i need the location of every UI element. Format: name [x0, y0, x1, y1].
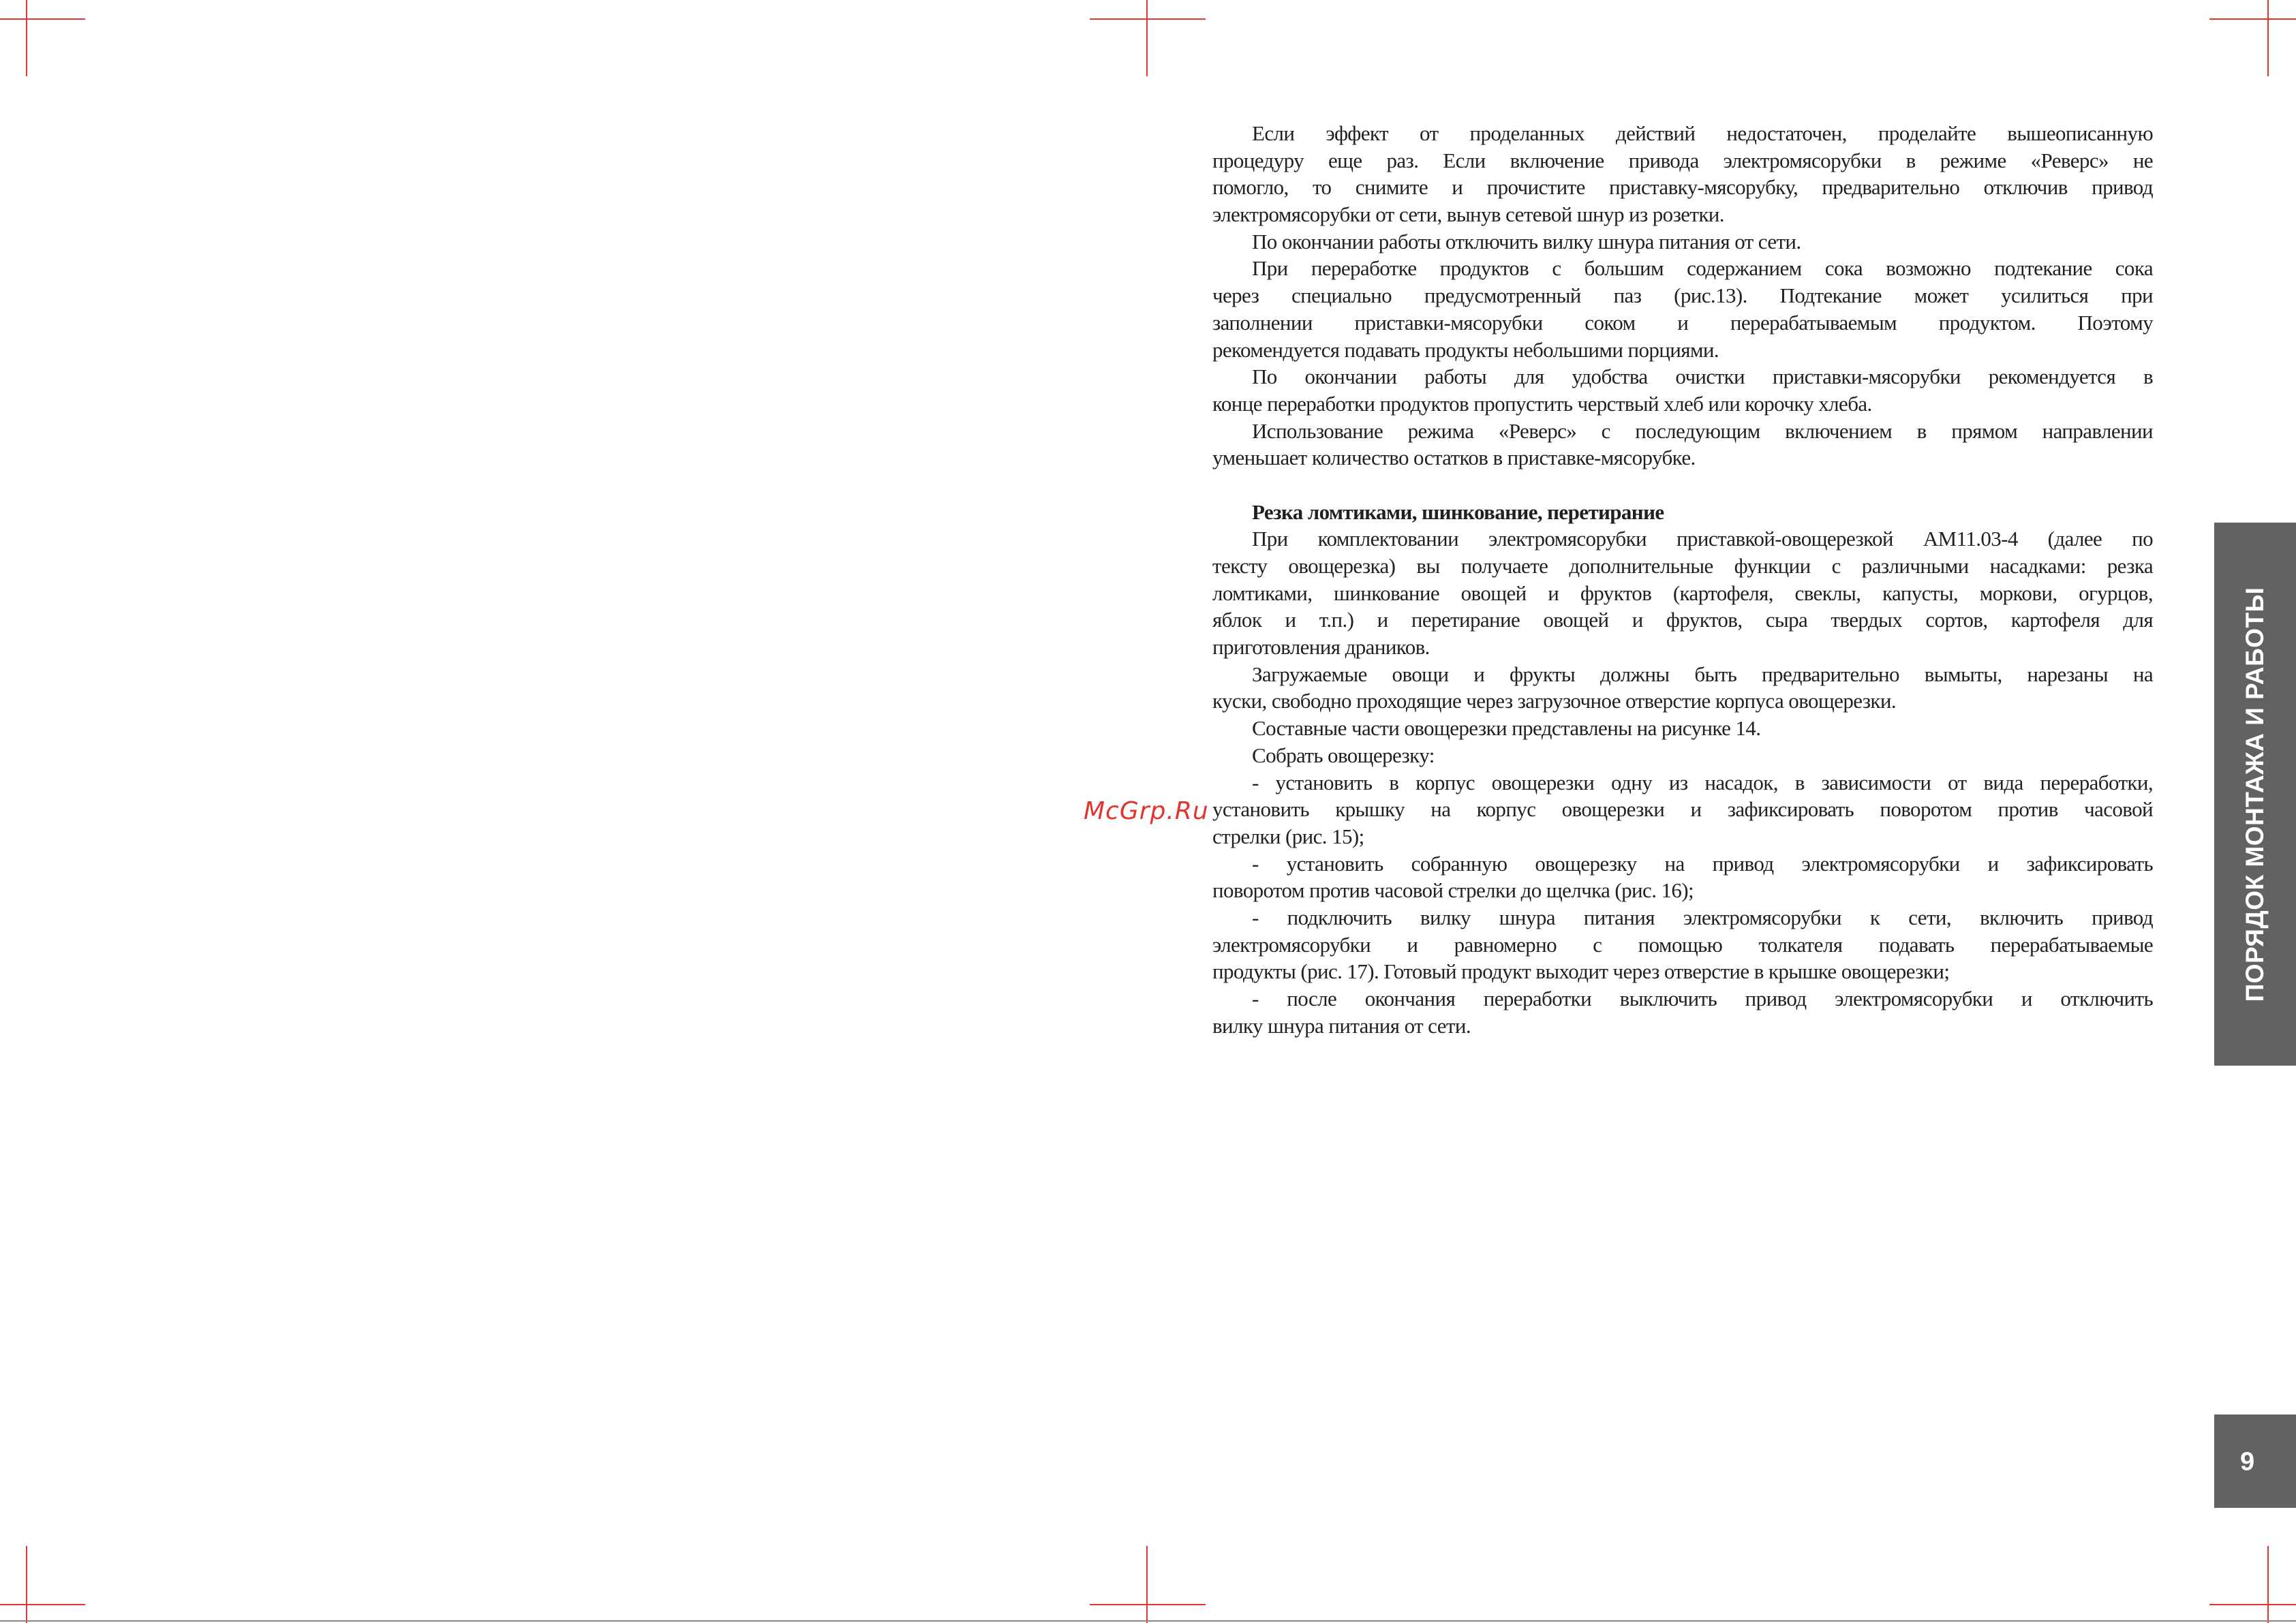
text-line: Загружаемые овощи и фрукты должны быть предварительно вымыты, нарезаны на — [1252, 662, 2153, 686]
text-line: уменьшает количество остатков в приставке-мясорубке. — [1212, 446, 1696, 470]
text-line: установить крышку на корпус овощерезки и зафиксировать поворотом против часовой — [1212, 797, 2153, 822]
page-number: 9 — [2240, 1447, 2255, 1477]
paragraph — [1212, 120, 2153, 228]
watermark: McGrp.Ru — [1084, 797, 1209, 825]
blank-line — [1212, 472, 2153, 499]
paragraph — [1212, 418, 2153, 472]
text-line: - после окончания переработки выключить привод электромясорубки и отключить — [1252, 987, 2153, 1010]
text-line: продукты (рис. 17). Готовый продукт выходит через отверстие в крышке овощерезки; — [1212, 959, 1950, 984]
crop-mark — [0, 1604, 85, 1605]
text-line: По окончании работы для удобства очистки приставки-мясорубки рекомендуется в — [1252, 365, 2153, 389]
crop-mark — [1090, 1604, 1206, 1605]
crop-mark — [26, 0, 27, 76]
paragraph — [1212, 904, 2153, 985]
text-line: Если эффект от проделанных действий недостаточен, проделайте вышеописанную — [1252, 121, 2153, 145]
paragraph — [1212, 742, 2153, 769]
page-number-box — [2214, 1415, 2296, 1508]
section-heading — [1212, 499, 2153, 526]
text-line: электромясорубки от сети, вынув сетевой шнур из розетки. — [1212, 202, 1724, 227]
text-line: При комплектовании электромясорубки приставкой-овощерезкой АМ11.03-4 (далее по — [1252, 527, 2153, 551]
text-line: приготовления драников. — [1212, 635, 1430, 660]
text-line: конце переработки продуктов пропустить черствый хлеб или корочку хлеба. — [1212, 391, 1872, 416]
text-line: рекомендуется подавать продукты небольшими порциями. — [1212, 337, 1719, 362]
crop-mark — [2209, 18, 2296, 20]
paragraph — [1212, 850, 2153, 904]
text-line: яблок и т.п.) и перетирание овощей и фруктов, сыра твердых сортов, картофеля для — [1212, 608, 2153, 632]
text-line: - установить собранную овощерезку на привод электромясорубки и зафиксировать — [1252, 851, 2153, 876]
crop-mark — [26, 1546, 27, 1623]
text-line: - подключить вилку шнура питания электромясорубки к сети, включить привод — [1252, 905, 2153, 929]
paragraph — [1212, 363, 2153, 417]
paragraph — [1212, 228, 2153, 256]
crop-mark — [2209, 1604, 2296, 1605]
text-line: вилку шнура питания от сети. — [1212, 1013, 1471, 1038]
crop-mark — [1090, 18, 1206, 20]
page-edge-line — [0, 1620, 2296, 1622]
text-line: стрелки (рис. 15); — [1212, 824, 1364, 848]
crop-mark — [2267, 0, 2269, 76]
text-line: заполнении приставки-мясорубки соком и перерабатываемым продуктом. Поэтому — [1212, 310, 2153, 335]
crop-mark — [1146, 0, 1148, 76]
text-line: При переработке продуктов с большим содержанием сока возможно подтекание сока — [1252, 256, 2153, 281]
crop-mark — [1146, 1546, 1148, 1623]
text-line: через специально предусмотренный паз (рис.13). Подтекание может усилиться при — [1212, 283, 2153, 308]
text-line: - установить в корпус овощерезки одну из насадок, в зависимости от вида переработки, — [1252, 770, 2153, 794]
text-line: По окончании работы отключить вилку шнура питания от сети. — [1252, 229, 1801, 253]
crop-mark — [2267, 1546, 2269, 1623]
text-line: тексту овощерезка) вы получаете дополнительные функции с различными насадками: резка — [1212, 554, 2153, 578]
paragraph — [1212, 715, 2153, 742]
text-line: ломтиками, шинкование овощей и фруктов (картофеля, свеклы, капусты, моркови, огурцов, — [1212, 581, 2153, 605]
text-line: куски, свободно проходящие через загрузочное отверстие корпуса овощерезки. — [1212, 689, 1897, 713]
text-line: электромясорубки и равномерно с помощью толкателя подавать перерабатываемые — [1212, 932, 2153, 957]
paragraph — [1212, 985, 2153, 1039]
paragraph — [1212, 769, 2153, 850]
text-line: Собрать овощерезку: — [1252, 743, 1435, 767]
crop-mark — [0, 18, 85, 20]
text-line: Резка ломтиками, шинкование, перетирание — [1252, 499, 1664, 524]
text-line: процедуру еще раз. Если включение привода электромясорубки в режиме «Реверс» не — [1212, 148, 2153, 172]
paragraph — [1212, 525, 2153, 660]
body-text — [1212, 120, 2153, 1039]
text-line: Использование режима «Реверс» с последующим включением в прямом направлении — [1252, 418, 2153, 443]
text-line: помогло, то снимите и прочистите приставку-мясорубку, предварительно отключив привод — [1212, 175, 2153, 200]
text-line: Составные части овощерезки представлены на рисунке 14. — [1252, 716, 1761, 741]
section-tab-label: ПОРЯДОК МОНТАЖА И РАБОТЫ — [2241, 587, 2269, 1002]
section-tab — [2214, 523, 2296, 1066]
text-line: поворотом против часовой стрелки до щелчка (рис. 16); — [1212, 878, 1694, 903]
paragraph — [1212, 661, 2153, 715]
paragraph — [1212, 255, 2153, 363]
